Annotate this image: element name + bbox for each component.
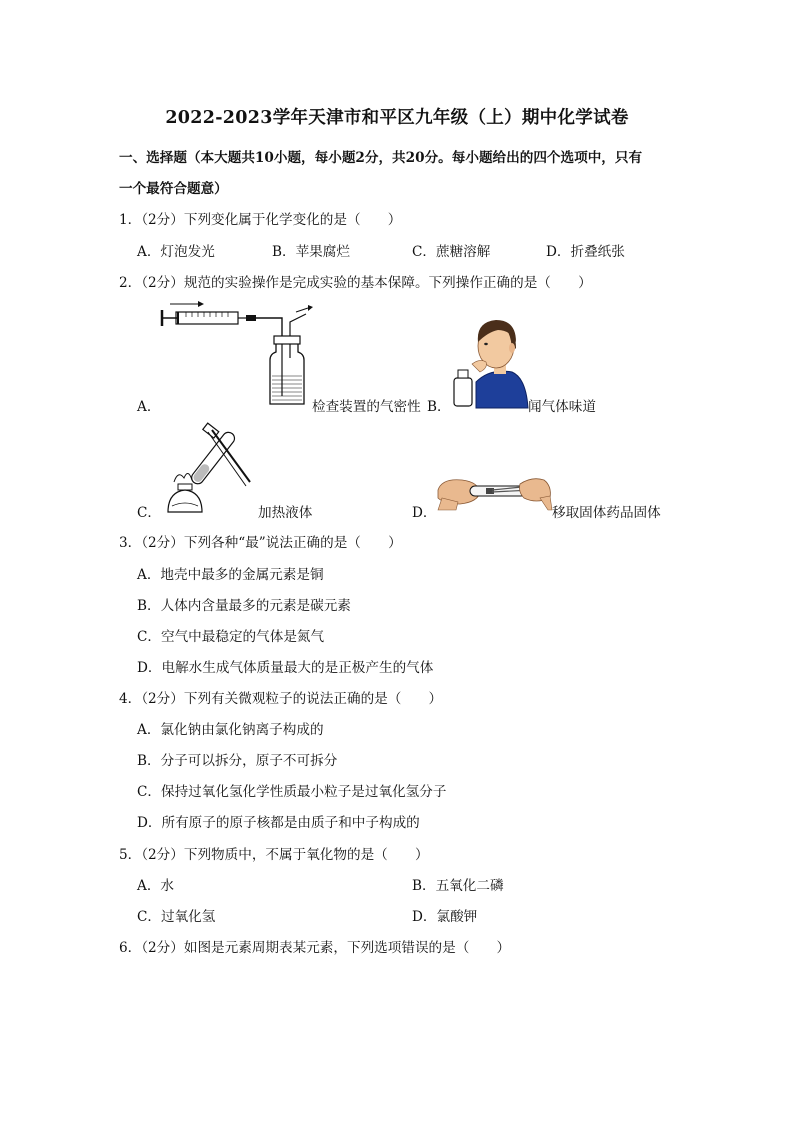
heating-liquid-figure: [160, 422, 250, 514]
question-6-stem: 6．（2分）如图是元素周期表某元素，下列选项错误的是（ ）: [119, 940, 511, 956]
q3-option-c: C．空气中最稳定的气体是氮气: [137, 629, 325, 645]
q2-option-b: B．: [427, 399, 451, 415]
q1-option-c: C．蔗糖溶解: [412, 244, 491, 260]
question-1-stem: 1．（2分）下列变化属于化学变化的是（ ）: [119, 212, 402, 228]
q2-caption-b: 闻气体味道: [528, 399, 596, 415]
smelling-gas-figure: [450, 312, 528, 408]
q2-caption-d: 移取固体药品固体: [552, 505, 661, 521]
q4-option-a: A．氯化钠由氯化钠离子构成的: [137, 722, 324, 738]
q2-option-c: C．: [137, 505, 161, 521]
transfer-solid-figure: [436, 470, 552, 512]
q1-option-d: D．折叠纸张: [546, 244, 625, 260]
q3-option-b: B．人体内含量最多的元素是碳元素: [137, 598, 351, 614]
q3-option-d: D．电解水生成气体质量最大的是正极产生的气体: [137, 660, 434, 676]
q5-option-a: A．水: [137, 878, 175, 894]
section-heading-line1: 一、选择题（本大题共10小题，每小题2分，共20分。每小题给出的四个选项中，只有: [119, 150, 643, 166]
q4-option-d: D．所有原子的原子核都是由质子和中子构成的: [137, 815, 420, 831]
section-heading-line2: 一个最符合题意）: [119, 181, 228, 197]
question-5-stem: 5．（2分）下列物质中，不属于氧化物的是（ ）: [119, 847, 429, 863]
q5-option-c: C．过氧化氢: [137, 909, 216, 925]
question-2-stem: 2．（2分）规范的实验操作是完成实验的基本保障。下列操作正确的是（ ）: [119, 275, 592, 291]
q2-caption-c: 加热液体: [258, 505, 313, 521]
q1-option-a: A．灯泡发光: [137, 244, 215, 260]
q2-option-d: D．: [412, 505, 437, 521]
question-3-stem: 3．（2分）下列各种“最”说法正确的是（ ）: [119, 535, 402, 551]
q5-option-b: B．五氧化二磷: [412, 878, 504, 894]
q3-option-a: A．地壳中最多的金属元素是铜: [137, 567, 324, 583]
airtightness-apparatus-figure: [158, 300, 318, 410]
q4-option-b: B．分子可以拆分，原子不可拆分: [137, 753, 338, 769]
question-4-stem: 4．（2分）下列有关微观粒子的说法正确的是（ ）: [119, 691, 443, 707]
q4-option-c: C．保持过氧化氢化学性质最小粒子是过氧化氢分子: [137, 784, 447, 800]
q5-option-d: D．氯酸钾: [412, 909, 478, 925]
q1-option-b: B．苹果腐烂: [272, 244, 350, 260]
page-title: 2022-2023学年天津市和平区九年级（上）期中化学试卷: [165, 108, 629, 128]
q2-option-a: A．: [137, 399, 161, 415]
q2-caption-a: 检查装置的气密性: [312, 399, 421, 415]
